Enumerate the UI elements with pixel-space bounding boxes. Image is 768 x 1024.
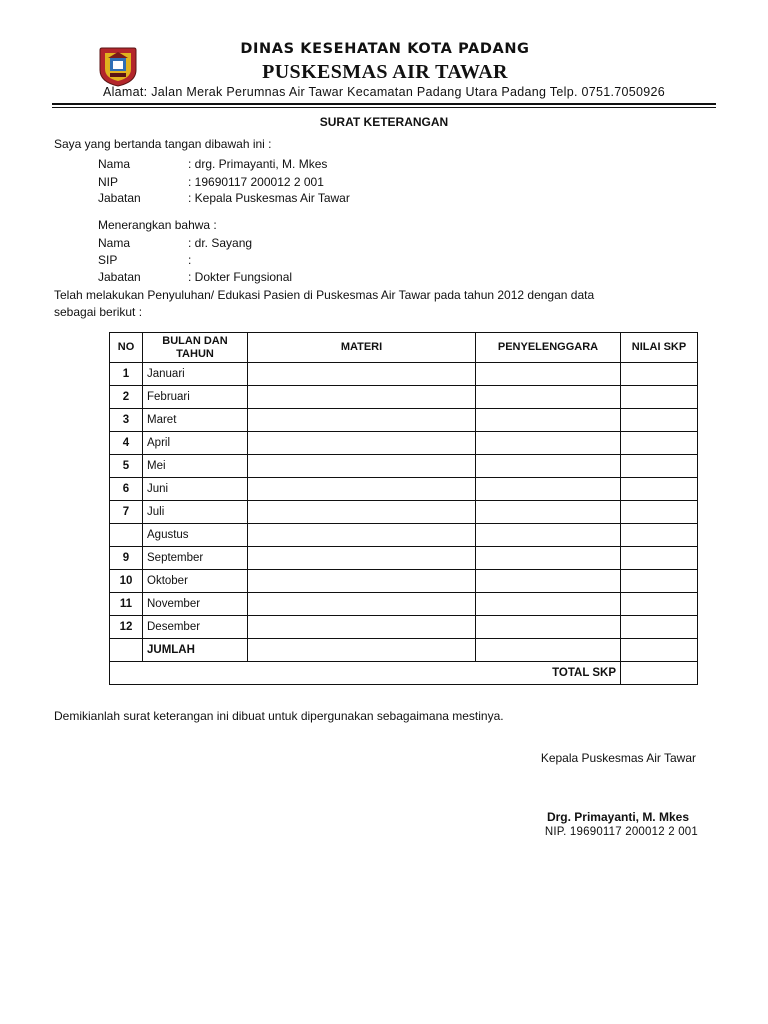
row-skp-cell	[621, 570, 698, 593]
row-materi-cell	[248, 363, 476, 386]
intro-text: Saya yang bertanda tangan dibawah ini :	[54, 137, 272, 151]
row-materi-cell	[248, 386, 476, 409]
row-month: Oktober	[143, 570, 248, 593]
activity-table	[109, 332, 698, 685]
city-emblem-icon	[96, 44, 140, 88]
table-row	[110, 432, 698, 455]
table-header-row	[110, 333, 698, 363]
row-month: Maret	[143, 409, 248, 432]
table-row	[110, 501, 698, 524]
row-organizer-cell	[476, 455, 621, 478]
row-no: 6	[110, 478, 143, 501]
row-month: September	[143, 547, 248, 570]
row-no: 5	[110, 455, 143, 478]
row-organizer-cell	[476, 524, 621, 547]
row-no: 11	[110, 593, 143, 616]
header-skp: NILAI SKP	[621, 333, 698, 363]
total-skp-value-cell	[621, 662, 698, 685]
row-no: 2	[110, 386, 143, 409]
header-month-line-2: TAHUN	[176, 347, 214, 360]
total-skp-label: TOTAL SKP	[110, 662, 621, 685]
office-name: PUSKESMAS AIR TAWAR	[262, 61, 508, 83]
row-skp-cell	[621, 478, 698, 501]
row-skp-cell	[621, 409, 698, 432]
sum-no-cell	[110, 639, 143, 662]
row-organizer-cell	[476, 478, 621, 501]
row-month: Januari	[143, 363, 248, 386]
row-month: Juni	[143, 478, 248, 501]
row-skp-cell	[621, 432, 698, 455]
table-row	[110, 363, 698, 386]
signature-title: Kepala Puskesmas Air Tawar	[540, 751, 696, 765]
row-organizer-cell	[476, 570, 621, 593]
row-no: 3	[110, 409, 143, 432]
row-skp-cell	[621, 524, 698, 547]
sum-skp-cell	[621, 639, 698, 662]
header-organizer: PENYELENGGARA	[476, 333, 621, 363]
sum-label: JUMLAH	[143, 639, 248, 662]
row-no: 12	[110, 616, 143, 639]
row-materi-cell	[248, 478, 476, 501]
sum-row	[110, 639, 698, 662]
subject-name-label: Nama	[98, 236, 131, 250]
table-row	[110, 616, 698, 639]
table-row	[110, 409, 698, 432]
row-month: Juli	[143, 501, 248, 524]
row-no	[110, 524, 143, 547]
table-row	[110, 524, 698, 547]
subject-position-value: : Dokter Fungsional	[188, 270, 293, 284]
row-materi-cell	[248, 570, 476, 593]
row-materi-cell	[248, 593, 476, 616]
signature-name: Drg. Primayanti, M. Mkes	[546, 810, 689, 824]
signer-position-label: Jabatan	[98, 191, 141, 205]
row-organizer-cell	[476, 363, 621, 386]
row-organizer-cell	[476, 616, 621, 639]
signer-name-label: Nama	[98, 157, 131, 171]
header-materi: MATERI	[248, 333, 476, 363]
declares-text: Menerangkan bahwa :	[98, 218, 217, 232]
row-no: 1	[110, 363, 143, 386]
agency-name: DINAS KESEHATAN KOTA PADANG	[240, 41, 530, 57]
row-skp-cell	[621, 616, 698, 639]
row-organizer-cell	[476, 386, 621, 409]
signer-position-value: : Kepala Puskesmas Air Tawar	[188, 191, 350, 205]
signer-name-value: : drg. Primayanti, M. Mkes	[188, 157, 328, 171]
table-row	[110, 570, 698, 593]
row-materi-cell	[248, 455, 476, 478]
row-no: 10	[110, 570, 143, 593]
row-month: April	[143, 432, 248, 455]
row-no: 4	[110, 432, 143, 455]
row-organizer-cell	[476, 409, 621, 432]
subject-sip-value: :	[188, 253, 192, 267]
sum-organizer-cell	[476, 639, 621, 662]
header-month-line-1: BULAN DAN	[162, 334, 228, 347]
signer-nip-value: : 19690117 200012 2 001	[188, 175, 324, 189]
header-no: NO	[110, 333, 143, 363]
row-skp-cell	[621, 455, 698, 478]
table-row	[110, 547, 698, 570]
row-skp-cell	[621, 386, 698, 409]
row-materi-cell	[248, 524, 476, 547]
letterhead-rule-thick	[52, 103, 716, 105]
row-month: November	[143, 593, 248, 616]
closing-text: Demikianlah surat keterangan ini dibuat untuk dipergunakan sebagaimana mestinya.	[54, 709, 504, 723]
row-materi-cell	[248, 409, 476, 432]
row-organizer-cell	[476, 547, 621, 570]
row-skp-cell	[621, 363, 698, 386]
row-organizer-cell	[476, 593, 621, 616]
row-month: Desember	[143, 616, 248, 639]
letterhead-rule-thin	[52, 107, 716, 108]
row-materi-cell	[248, 547, 476, 570]
row-month: Februari	[143, 386, 248, 409]
signature-nip: NIP. 19690117 200012 2 001	[544, 826, 698, 838]
total-row	[110, 662, 698, 685]
subject-name-value: : dr. Sayang	[188, 236, 253, 250]
row-materi-cell	[248, 616, 476, 639]
row-no: 7	[110, 501, 143, 524]
statement-line-2: sebagai berikut :	[54, 305, 143, 319]
subject-position-label: Jabatan	[98, 270, 141, 284]
office-address: Alamat: Jalan Merak Perumnas Air Tawar Kecamatan Padang Utara Padang Telp. 0751.7050926	[102, 85, 666, 99]
document-title: SURAT KETERANGAN	[319, 115, 449, 129]
row-organizer-cell	[476, 501, 621, 524]
row-skp-cell	[621, 547, 698, 570]
statement-line-1: Telah melakukan Penyuluhan/ Edukasi Pasien di Puskesmas Air Tawar pada tahun 2012 dengan data	[54, 288, 595, 302]
signer-nip-label: NIP	[98, 175, 119, 189]
row-no: 9	[110, 547, 143, 570]
row-materi-cell	[248, 432, 476, 455]
row-skp-cell	[621, 501, 698, 524]
row-month: Mei	[143, 455, 248, 478]
table-row	[110, 386, 698, 409]
row-month: Agustus	[143, 524, 248, 547]
sum-materi-cell	[248, 639, 476, 662]
table-row	[110, 455, 698, 478]
row-materi-cell	[248, 501, 476, 524]
row-organizer-cell	[476, 432, 621, 455]
table-row	[110, 478, 698, 501]
header-month	[143, 333, 248, 363]
table-row	[110, 593, 698, 616]
row-skp-cell	[621, 593, 698, 616]
subject-sip-label: SIP	[98, 253, 118, 267]
